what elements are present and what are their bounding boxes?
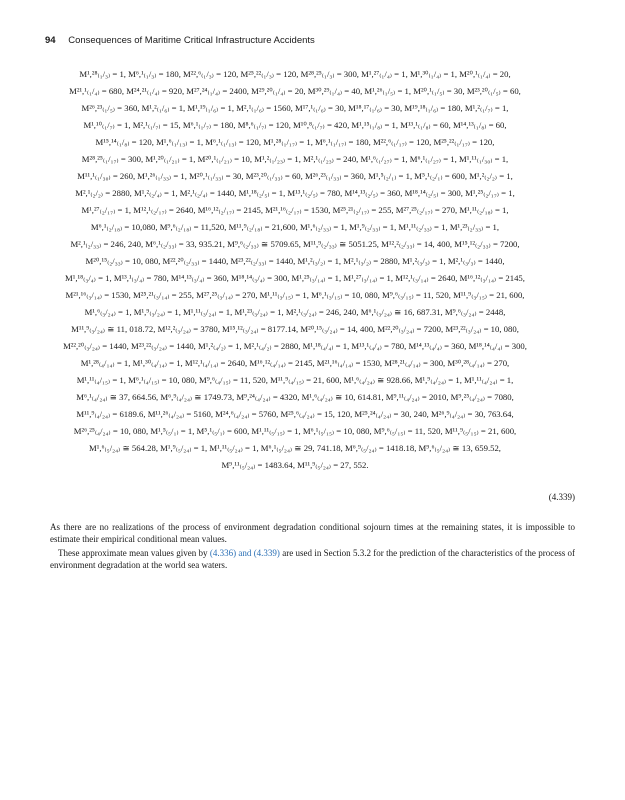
equation-line: M²¹,¹⁶₍₃/₁₄₎ = 1530, M²⁵,²¹₍₃/₁₄₎ = 255, M²⁷,²⁵₍₃/₁₄₎ = 270, M¹,¹¹₍₃/₁₅₎ = 1, M⁶,¹₍₃/₁₅₎ = 10, 080, M⁹,⁶₍₃/₁₅₎ = 11, 520, M¹¹,⁹₍₃/₁₅₎ = 21, 600, <box>65 290 525 300</box>
equation-line: M¹¹,¹₍₁/₃₀₎ = 260, M¹,²⁶₍₁/₃₃₎ = 1, M²⁰,¹₍₁/₃₃₎ = 30, M²³,²⁰₍₁/₃₃₎ = 60, M²⁶,²³₍₁/₃₃₎ = 360, M¹,⁵₍₂/₁₎ = 1, M⁵,¹₍₂/₁₎ = 600, M¹,²₍₂/₂₎ = 1, <box>77 171 513 181</box>
equation-line: M⁶,¹₍₂/₁₈₎ = 10,080, M⁹,⁶₍₂/₁₈₎ = 11,520, M¹¹,⁹₍₂/₁₈₎ = 21,600, M¹,⁶₍₂/₃₃₎ = 1, M¹,⁹₍₂/₃₃₎ = 1, M¹,¹¹₍₂/₃₃₎ = 1, M¹,²³₍₂/₃₃₎ = 1, <box>90 222 500 232</box>
equation-line: M¹¹,⁹₍₃/₂₄₎ ≅ 11, 018.72, M¹²,²₍₃/₂₄₎ = 3780, M¹⁵,¹²₍₃/₂₄₎ = 8177.14, M²⁰,¹⁵₍₃/₂₄₎ = 14, 400, M²²,²⁰₍₃/₂₄₎ = 7200, M²³,²²₍₃/₂₄₎ = 10, 080, <box>71 324 519 334</box>
paragraph-mean-values <box>50 547 575 571</box>
equation-line: M²,¹₍₂/₃₃₎ = 246, 240, M⁶,¹₍₂/₃₃₎ = 33, 935.21, M⁹,⁶₍₂/₃₃₎ ≅ 5709.65, M¹¹,⁹₍₂/₃₃₎ ≅ 5051.25, M¹²,²₍₂/₃₃₎ = 14, 400, M¹⁵,¹²₍₂/₃₃₎ = 7200, <box>70 239 520 249</box>
equation-line: M²⁶,²³₍₁/₅₎ = 360, M¹,²₍₁/₆₎ = 1, M¹,¹⁹₍₁/₆₎ = 1, M²,¹₍₁/₆₎ = 1560, M¹⁷,¹₍₁/₆₎ = 30, M¹⁸,¹⁷₍₁/₆₎ = 30, M¹⁹,¹⁸₍₁/₆₎ = 180, M¹,²₍₁/₇₎ = 1, <box>81 103 509 113</box>
equation-number: (4.339) <box>548 492 575 502</box>
equation-block <box>50 66 540 474</box>
equation-line: M¹¹,⁹₍₄/₂₄₎ = 6189.6, M¹¹,²⁶₍₄/₂₄₎ = 5160, M²⁴,⁶₍₄/₂₄₎ = 5760, M²⁵,⁶₍₄/₂₄₎ = 15, 120, M²⁵,²⁴₍₄/₂₄₎ = 30, 240, M²⁶,⁹₍₄/₂₄₎ = 30, 763.64, <box>76 409 514 419</box>
equation-line: M²⁸,²⁵₍₁/₁₇₎ = 300, M¹,²⁰₍₁/₂₁₎ = 1, M²⁰,¹₍₁/₂₁₎ = 10, M¹,²₍₁/₂₃₎ = 1, M²,¹₍₁/₂₃₎ = 240, M¹,⁶₍₁/₂₇₎ = 1, M⁶,¹₍₁/₂₇₎ = 1, M¹,¹¹₍₁/₃₀₎ = 1, <box>81 154 509 164</box>
equation-line: M¹,¹⁰₍₁/₇₎ = 1, M²,¹₍₁/₇₎ = 15, M⁶,¹₍₁/₇₎ = 180, M⁸,⁶₍₁/₇₎ = 120, M¹⁰,⁸₍₁/₇₎ = 420, M¹,¹⁵₍₁/₈₎ = 1, M¹³,¹₍₁/₈₎ = 60, M¹⁴,¹³₍₁/₈₎ = 60, <box>83 120 507 130</box>
equation-line: M¹,⁶₍₃/₂₄₎ = 1, M¹,⁹₍₃/₂₄₎ = 1, M¹,¹¹₍₃/₂₄₎ = 1, M¹,²³₍₃/₂₄₎ = 1, M²,¹₍₃/₂₄₎ = 246, 240, M⁶,¹₍₃/₂₄₎ ≅ 16, 687.31, M⁹,⁶₍₃/₂₄₎ = 2448, <box>84 307 506 317</box>
equation-line: M²²,²⁰₍₃/₂₄₎ = 1440, M²³,²²₍₃/₂₄₎ = 1440, M¹,²₍₄/₂₎ = 1, M²,¹₍₄/₂₎ = 2880, M¹,¹⁸₍₄/₄₎ = 1, M¹³,¹₍₄/₄₎ = 780, M¹⁴,¹³₍₄/₄₎ = 360, M¹⁸,¹⁴₍₄/₄₎ = 300, <box>63 341 527 351</box>
equation-line: M¹,¹¹₍₄/₁₅₎ = 1, M⁶,¹₍₄/₁₅₎ = 10, 080, M⁹,⁶₍₄/₁₅₎ = 11, 520, M¹¹,⁹₍₄/₁₅₎ = 21, 600, M¹,⁶₍₄/₂₄₎ ≅ 928.66, M¹,⁹₍₄/₂₄₎ = 1, M¹,¹¹₍₄/₂₄₎ = 1, <box>76 375 514 385</box>
equation-line: M²⁶,²⁵₍₄/₂₄₎ = 10, 080, M¹,⁵₍₅/₁₎ = 1, M⁵,¹₍₅/₁₎ = 600, M¹,¹¹₍₅/₁₅₎ = 1, M⁶,¹₍₅/₁₅₎ = 10, 080, M⁹,⁶₍₅/₁₅₎ = 11, 520, M¹¹,⁹₍₅/₁₅₎ = 21, 600, <box>73 426 517 436</box>
equation-line: M¹,²⁸₍₄/₁₄₎ = 1, M¹,³⁰₍₄/₁₄₎ = 1, M¹²,¹₍₄/₁₄₎ = 2640, M¹⁶,¹²₍₄/₁₄₎ = 2145, M²¹,¹⁶₍₄/₁₄₎ = 1530, M²⁸,²¹₍₄/₁₄₎ = 300, M³⁰,²⁸₍₄/₁₄₎ = 270, <box>80 358 510 368</box>
equation-line: M⁹,¹¹₍₅/₂₄₎ = 1483.64, M¹¹,⁹₍₅/₂₄₎ = 27, 552. <box>221 460 369 470</box>
equation-line: M¹⁵,¹⁴₍₁/₈₎ = 120, M¹,⁶₍₁/₁₃₎ = 1, M⁶,¹₍₁/₁₃₎ = 120, M¹,²⁸₍₁/₁₇₎ = 1, M⁶,¹₍₁/₁₇₎ = 180, M²²,⁶₍₁/₁₇₎ = 120, M²⁵,²²₍₁/₁₇₎ = 120, <box>95 137 495 147</box>
equation-reference-link[interactable]: (4.336) and (4.339) <box>209 548 280 558</box>
paragraph-text: are used in Section 5.3.2 for the prediction of the characteristics of the process of environment degradation at the world sea waters. <box>50 548 576 570</box>
equation-line: M¹,²⁸₍₁/₃₎ = 1, M⁶,¹₍₁/₃₎ = 180, M²²,⁶₍₁/₃₎ = 120, M²⁵,²²₍₁/₃₎ = 120, M²⁸,²⁵₍₁/₃₎ = 300, M¹,²⁷₍₁/₄₎ = 1, M¹,³⁰₍₁/₄₎ = 1, M²⁰,¹₍₁/₄₎ = 20, <box>79 69 511 79</box>
equation-line: M²,¹₍₂/₂₎ = 2880, M¹,²₍₂/₄₎ = 1, M²,¹₍₂/₄₎ = 1440, M¹,¹⁸₍₂/₅₎ = 1, M¹³,¹₍₂/₅₎ = 780, M¹⁴,¹³₍₂/₅₎ = 360, M¹⁸,¹⁴₍₂/₅₎ = 300, M¹,²⁵₍₂/₁₇₎ = 1, <box>75 188 515 198</box>
equation-line: M²¹,¹₍₁/₄₎ = 680, M²⁴,²¹₍₁/₄₎ = 920, M²⁷,²⁴₍₁/₄₎ = 2400, M²⁹,²⁰₍₁/₄₎ = 20, M³⁰,²⁹₍₁/₄₎ = 40, M¹,²⁶₍₁/₅₎ = 1, M²⁰,¹₍₁/₅₎ = 30, M²³,²⁰₍₁/₅₎ = 60, <box>69 86 521 96</box>
page-number: 94 <box>45 35 56 46</box>
equation-line: M¹,²⁷₍₂/₁₇₎ = 1, M¹²,¹₍₂/₁₇₎ = 2640, M¹⁶,¹²₍₂/₁₇₎ = 2145, M²¹,¹⁶₍₂/₁₇₎ = 1530, M²⁵,²¹₍₂/₁₇₎ = 255, M²⁷,²⁵₍₂/₁₇₎ = 270, M¹,¹¹₍₂/₁₈₎ = 1, <box>81 205 509 215</box>
equation-line: M⁶,¹₍₄/₂₄₎ ≅ 37, 664.56, M⁶,⁹₍₄/₂₄₎ ≅ 1749.73, M⁹,²⁴₍₄/₂₄₎ = 4320, M¹,⁶₍₄/₂₄₎ ≅ 10, 614.81, M⁹,¹¹₍₄/₂₄₎ = 2010, M⁹,²⁵₍₄/₂₄₎ = 7080, <box>76 392 514 402</box>
equation-line: M¹,⁶₍₅/₂₄₎ ≅ 564.28, M¹,⁹₍₅/₂₄₎ = 1, M¹,¹¹₍₅/₂₄₎ = 1, M⁶,¹₍₅/₂₄₎ ≅ 29, 741.18, M⁶,⁹₍₅/₂₄₎ = 1418.18, M⁹,⁶₍₅/₂₄₎ ≅ 13, 659.52, <box>89 443 501 453</box>
page-header <box>45 35 585 49</box>
running-title: Consequences of Maritime Critical Infrastructure Accidents <box>68 35 315 46</box>
paragraph-text: These approximate mean values given by <box>58 548 210 558</box>
equation-line: M¹,¹⁸₍₃/₄₎ = 1, M¹³,¹₍₃/₄₎ = 780, M¹⁴,¹³₍₃/₄₎ = 360, M¹⁸,¹⁴₍₃/₄₎ = 300, M¹,²⁵₍₃/₁₄₎ = 1, M¹,²⁷₍₃/₁₄₎ = 1, M¹²,¹₍₃/₁₄₎ = 2640, M¹⁶,¹²₍₃/₁₄₎ = 2145, <box>65 273 525 283</box>
paragraph-sojourn-times: As there are no realizations of the process of environment degradation conditional sojourn times at the remaining states, it is impossible to estimate their empirical conditional mean values. <box>50 522 575 544</box>
equation-line: M²⁰,¹⁵₍₂/₃₃₎ = 10, 080, M²²,²⁰₍₂/₃₃₎ = 1440, M²³,²²₍₂/₃₃₎ = 1440, M¹,²₍₃/₂₎ = 1, M²,¹₍₃/₂₎ = 2880, M¹,²₍₃/₃₎ = 1, M²,¹₍₃/₃₎ = 1440, <box>85 256 505 266</box>
